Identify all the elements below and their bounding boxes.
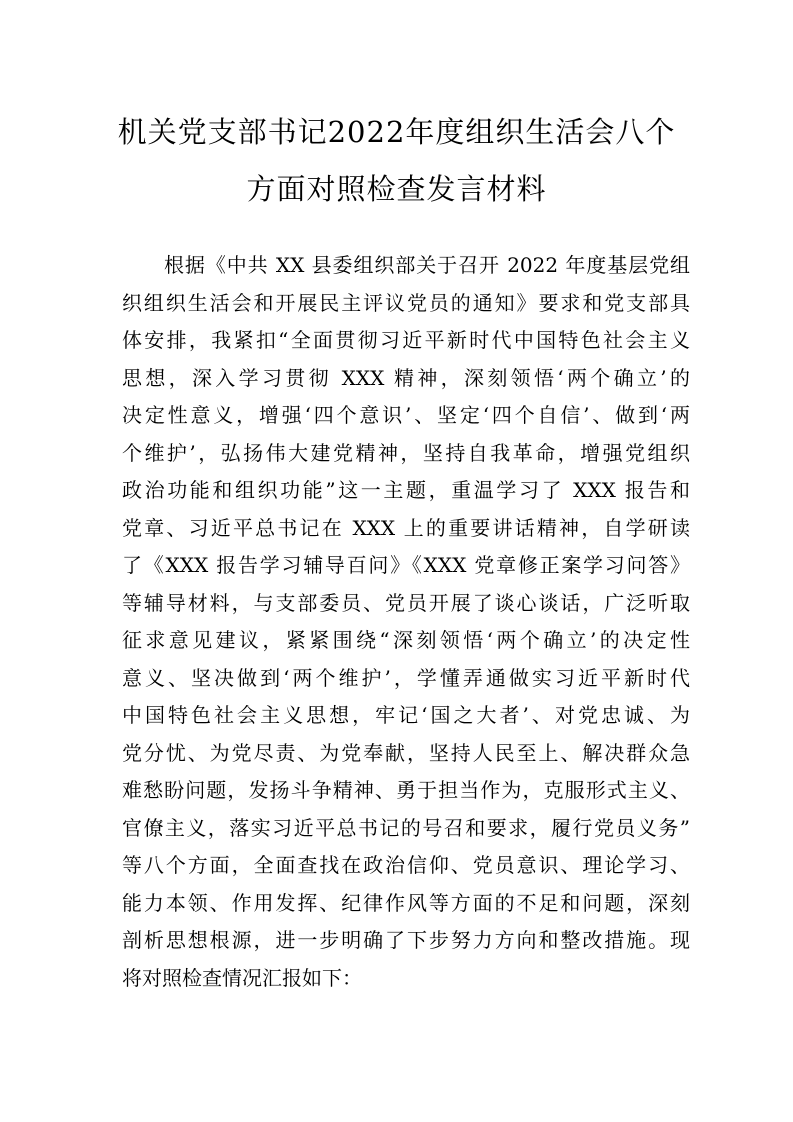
paragraph-line: 中国特色社会主义思想，牢记‘国之大者’、对党忠诚、为 [122, 703, 690, 727]
document-title-line-1: 机关党支部书记2022年度组织生活会八个 [117, 115, 676, 149]
paragraph-line: 党章、习近平总书记在 XXX 上的重要讲话精神，自学研读 [122, 515, 690, 540]
paragraph-line: 了《XXX 报告学习辅导百问》《XXX 党章修正案学习问答》 [122, 553, 690, 577]
paragraph-line: 等辅导材料，与支部委员、党员开展了谈心谈话，广泛听取 [122, 590, 690, 615]
paragraph-line: 剖析思想根源，进一步明确了下步努力方向和整改措施。现 [122, 928, 690, 952]
body-paragraph [122, 247, 690, 997]
paragraph-line: 党分忧、为党尽责、为党奉献，坚持人民至上、解决群众急 [122, 740, 690, 765]
document-title-line-2: 方面对照检查发言材料 [246, 172, 547, 206]
paragraph-line: 决定性意义，增强‘四个意识’、坚定‘四个自信’、做到‘两 [122, 403, 690, 427]
paragraph-line: 将对照检查情况汇报如下： [122, 965, 362, 990]
paragraph-line: 根据《中共 XX 县委组织部关于召开 2022 年度基层党组 [164, 253, 690, 277]
paragraph-line: 难愁盼问题，发扬斗争精神、勇于担当作为，克服形式主义、 [122, 778, 690, 802]
paragraph-line: 政治功能和组织功能”这一主题，重温学习了 XXX 报告和 [122, 478, 690, 502]
paragraph-line: 体安排，我紧扣“全面贯彻习近平新时代中国特色社会主义 [122, 328, 690, 352]
paragraph-line: 官僚主义，落实习近平总书记的号召和要求，履行党员义务” [122, 815, 690, 840]
paragraph-line: 意义、坚决做到‘两个维护’，学懂弄通做实习近平新时代 [122, 665, 690, 690]
paragraph-line: 个维护’，弘扬伟大建党精神，坚持自我革命，增强党组织 [122, 440, 690, 465]
paragraph-line: 征求意见建议，紧紧围绕“深刻领悟‘两个确立’的决定性 [122, 628, 690, 652]
paragraph-line: 能力本领、作用发挥、纪律作风等方面的不足和问题，深刻 [122, 890, 690, 915]
paragraph-line: 思想，深入学习贯彻 XXX 精神，深刻领悟‘两个确立’的 [122, 365, 690, 390]
paragraph-line: 等八个方面，全面查找在政治信仰、党员意识、理论学习、 [122, 853, 690, 877]
paragraph-line: 织组织生活会和开展民主评议党员的通知》要求和党支部具 [122, 290, 690, 315]
